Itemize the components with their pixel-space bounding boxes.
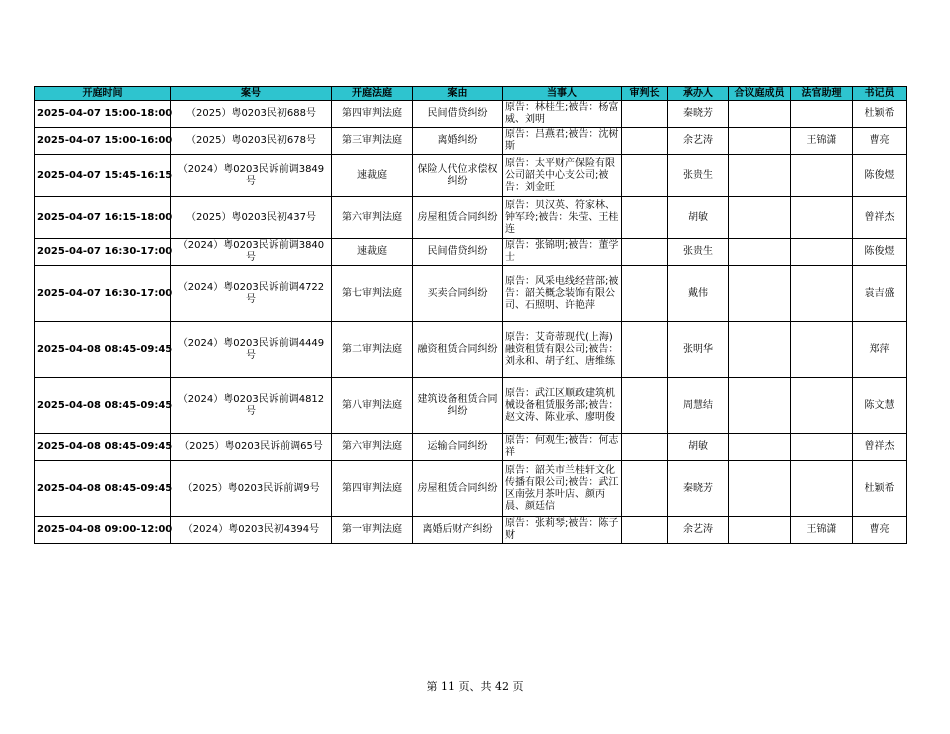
cell-assistant <box>791 155 853 197</box>
cell-cause: 融资租赁合同纠纷 <box>413 322 503 378</box>
table-header-row <box>35 87 907 101</box>
cell-handler: 戴伟 <box>668 266 729 322</box>
table-row <box>35 101 907 128</box>
cell-clerk: 陈俊煜 <box>853 155 907 197</box>
cell-time: 2025-04-07 15:00-16:00 <box>35 128 171 155</box>
cell-clerk: 曹亮 <box>853 517 907 544</box>
table-row <box>35 517 907 544</box>
cell-case-no: （2025）粤0203民初688号 <box>171 101 332 128</box>
cell-cause: 房屋租赁合同纠纷 <box>413 461 503 517</box>
cell-assistant: 王锦潇 <box>791 517 853 544</box>
cell-handler: 张贵生 <box>668 155 729 197</box>
cell-assistant <box>791 378 853 434</box>
cell-clerk: 郑萍 <box>853 322 907 378</box>
cell-time: 2025-04-07 16:30-17:00 <box>35 239 171 266</box>
cell-panel <box>729 378 791 434</box>
cell-case-no: （2024）粤0203民诉前调4812号 <box>171 378 332 434</box>
table-row <box>35 322 907 378</box>
cell-assistant <box>791 322 853 378</box>
cell-time: 2025-04-08 08:45-09:45 <box>35 434 171 461</box>
cell-time: 2025-04-08 09:00-12:00 <box>35 517 171 544</box>
table-row <box>35 434 907 461</box>
cell-chief-judge <box>622 101 668 128</box>
cell-chief-judge <box>622 378 668 434</box>
cell-panel <box>729 461 791 517</box>
table-row <box>35 155 907 197</box>
cell-cause: 运输合同纠纷 <box>413 434 503 461</box>
cell-time: 2025-04-07 15:00-18:00 <box>35 101 171 128</box>
cell-chief-judge <box>622 434 668 461</box>
cell-parties: 原告：武江区顺政建筑机械设备租赁服务部;被告：赵文涛、陈业承、廖明俊 <box>503 378 622 434</box>
cell-parties: 原告：艾奇蒂现代(上海)融资租赁有限公司;被告：刘永和、胡子红、唐维练 <box>503 322 622 378</box>
cell-parties: 原告：太平财产保险有限公司韶关中心支公司;被告：刘金旺 <box>503 155 622 197</box>
cell-time: 2025-04-08 08:45-09:45 <box>35 322 171 378</box>
cell-case-no: （2024）粤0203民诉前调3849号 <box>171 155 332 197</box>
cell-case-no: （2024）粤0203民诉前调4722号 <box>171 266 332 322</box>
header-panel: 合议庭成员 <box>729 87 791 101</box>
cell-clerk: 杜颖希 <box>853 101 907 128</box>
cell-chief-judge <box>622 197 668 239</box>
table-row <box>35 239 907 266</box>
cell-court: 第八审判法庭 <box>332 378 413 434</box>
cell-case-no: （2025）粤0203民初437号 <box>171 197 332 239</box>
cell-cause: 民间借贷纠纷 <box>413 101 503 128</box>
cell-clerk: 杜颖希 <box>853 461 907 517</box>
header-cause: 案由 <box>413 87 503 101</box>
cell-handler: 胡敏 <box>668 434 729 461</box>
table-row <box>35 197 907 239</box>
header-court: 开庭法庭 <box>332 87 413 101</box>
cell-assistant <box>791 239 853 266</box>
cell-handler: 胡敏 <box>668 197 729 239</box>
cell-assistant <box>791 461 853 517</box>
header-case-no: 案号 <box>171 87 332 101</box>
cell-panel <box>729 128 791 155</box>
cell-assistant <box>791 266 853 322</box>
cell-clerk: 袁吉盛 <box>853 266 907 322</box>
cell-clerk: 曹亮 <box>853 128 907 155</box>
cell-chief-judge <box>622 239 668 266</box>
cell-court: 第六审判法庭 <box>332 197 413 239</box>
cell-clerk: 陈俊煜 <box>853 239 907 266</box>
cell-court: 第四审判法庭 <box>332 461 413 517</box>
cell-handler: 张贵生 <box>668 239 729 266</box>
cell-cause: 民间借贷纠纷 <box>413 239 503 266</box>
cell-chief-judge <box>622 517 668 544</box>
header-clerk: 书记员 <box>853 87 907 101</box>
cell-court: 第一审判法庭 <box>332 517 413 544</box>
cell-handler: 余艺涛 <box>668 128 729 155</box>
cell-panel <box>729 155 791 197</box>
cell-parties: 原告：风采电线经营部;被告：韶关概念装饰有限公司、石照明、许艳萍 <box>503 266 622 322</box>
cell-panel <box>729 197 791 239</box>
cell-time: 2025-04-07 16:30-17:00 <box>35 266 171 322</box>
cell-parties: 原告：林桂生;被告：杨富威、刘明 <box>503 101 622 128</box>
cell-panel <box>729 266 791 322</box>
cell-cause: 买卖合同纠纷 <box>413 266 503 322</box>
cell-clerk: 曾祥杰 <box>853 434 907 461</box>
cell-case-no: （2024）粤0203民初4394号 <box>171 517 332 544</box>
header-handler: 承办人 <box>668 87 729 101</box>
cell-handler: 余艺涛 <box>668 517 729 544</box>
cell-cause: 建筑设备租赁合同纠纷 <box>413 378 503 434</box>
table-row <box>35 266 907 322</box>
cell-handler: 周慧结 <box>668 378 729 434</box>
cell-chief-judge <box>622 155 668 197</box>
table-body <box>35 101 907 544</box>
cell-case-no: （2025）粤0203民初678号 <box>171 128 332 155</box>
cell-parties: 原告：韶关市兰桂轩文化传播有限公司;被告：武江区南弦月茶叶店、颜丙晨、颜廷信 <box>503 461 622 517</box>
cell-handler: 秦晓芳 <box>668 101 729 128</box>
cell-cause: 房屋租赁合同纠纷 <box>413 197 503 239</box>
header-parties: 当事人 <box>503 87 622 101</box>
cell-assistant <box>791 101 853 128</box>
cell-court: 第三审判法庭 <box>332 128 413 155</box>
cell-time: 2025-04-08 08:45-09:45 <box>35 378 171 434</box>
cell-chief-judge <box>622 266 668 322</box>
cell-panel <box>729 517 791 544</box>
cell-assistant <box>791 434 853 461</box>
cell-time: 2025-04-08 08:45-09:45 <box>35 461 171 517</box>
cell-parties: 原告：何观生;被告：何志祥 <box>503 434 622 461</box>
cell-court: 第四审判法庭 <box>332 101 413 128</box>
header-chief-judge: 审判长 <box>622 87 668 101</box>
cell-parties: 原告：吕燕君;被告：沈树斯 <box>503 128 622 155</box>
cell-court: 速裁庭 <box>332 155 413 197</box>
cell-clerk: 曾祥杰 <box>853 197 907 239</box>
page-footer: 第 11 页、共 42 页 <box>426 680 524 693</box>
cell-cause: 离婚纠纷 <box>413 128 503 155</box>
table-row <box>35 461 907 517</box>
table-row <box>35 378 907 434</box>
cell-clerk: 陈文慧 <box>853 378 907 434</box>
cell-court: 速裁庭 <box>332 239 413 266</box>
cell-handler: 秦晓芳 <box>668 461 729 517</box>
cell-chief-judge <box>622 322 668 378</box>
table-row <box>35 128 907 155</box>
cell-panel <box>729 101 791 128</box>
cell-court: 第二审判法庭 <box>332 322 413 378</box>
cell-assistant <box>791 197 853 239</box>
cell-court: 第七审判法庭 <box>332 266 413 322</box>
cell-panel <box>729 322 791 378</box>
cell-time: 2025-04-07 15:45-16:15 <box>35 155 171 197</box>
cell-handler: 张明华 <box>668 322 729 378</box>
cell-time: 2025-04-07 16:15-18:00 <box>35 197 171 239</box>
cell-chief-judge <box>622 128 668 155</box>
cell-parties: 原告：贝汉英、符家林、钟军玲;被告：朱莹、王桂连 <box>503 197 622 239</box>
hearing-schedule-table <box>34 86 907 544</box>
cell-cause: 保险人代位求偿权纠纷 <box>413 155 503 197</box>
cell-panel <box>729 434 791 461</box>
cell-parties: 原告：张锦明;被告：董学士 <box>503 239 622 266</box>
cell-panel <box>729 239 791 266</box>
cell-chief-judge <box>622 461 668 517</box>
cell-case-no: （2025）粤0203民诉前调65号 <box>171 434 332 461</box>
cell-case-no: （2024）粤0203民诉前调4449号 <box>171 322 332 378</box>
header-time: 开庭时间 <box>35 87 171 101</box>
cell-case-no: （2024）粤0203民诉前调3840号 <box>171 239 332 266</box>
cell-cause: 离婚后财产纠纷 <box>413 517 503 544</box>
cell-assistant: 王锦潇 <box>791 128 853 155</box>
cell-court: 第六审判法庭 <box>332 434 413 461</box>
cell-parties: 原告：张莉琴;被告：陈子财 <box>503 517 622 544</box>
header-assistant: 法官助理 <box>791 87 853 101</box>
cell-case-no: （2025）粤0203民诉前调9号 <box>171 461 332 517</box>
